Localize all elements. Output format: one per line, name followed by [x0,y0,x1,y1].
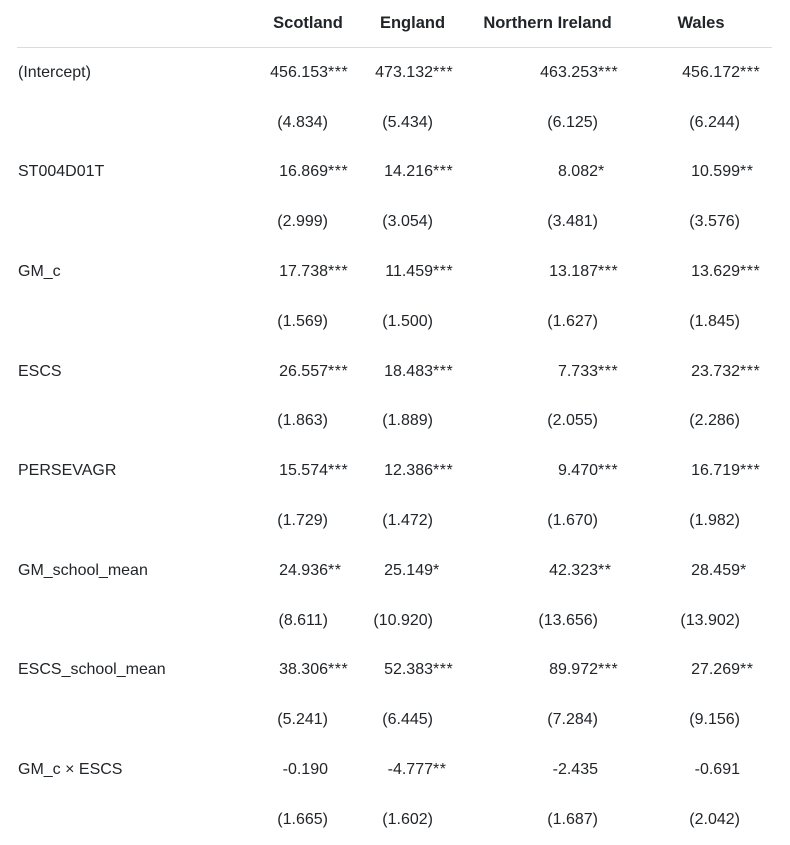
coefficient-label: ESCS_school_mean [18,661,166,679]
estimate-value: 11.459 [385,263,433,281]
estimate-value: 42.323 [549,561,598,579]
header-england: England [360,0,465,48]
std-error-cell: (6.445) [382,711,433,729]
std-error-cell: (13.656) [538,611,598,629]
estimate-cell: 17.738*** [279,263,349,281]
estimate-cell: 27.269** [691,661,754,679]
std-error-cell: (2.055) [547,412,598,430]
estimate-row [17,247,772,297]
estimate-cell: 25.149* [384,561,440,579]
estimate-value: 25.149 [384,561,433,579]
std-error-cell: (3.576) [689,213,740,231]
estimate-value: 28.459 [691,561,740,579]
std-error-cell: (1.863) [277,412,328,430]
estimate-cell: 26.557*** [279,362,349,380]
std-error-cell: (1.569) [277,312,328,330]
std-error-cell: (10.920) [373,611,433,629]
empty-label-cell [17,297,256,347]
estimate-row [17,646,772,696]
estimate-value: 12.386 [384,462,433,480]
std-error-row [17,397,772,447]
estimate-value: 8.082 [557,163,598,181]
estimate-cell: 10.599** [691,163,754,181]
header-northern-ireland: Northern Ireland [465,0,630,48]
std-error-cell: (5.241) [277,711,328,729]
coefficient-label: GM_c [18,263,61,281]
std-error-cell: (1.602) [382,810,433,828]
estimate-cell [465,745,630,795]
estimate-cell: -4.777** [387,761,447,779]
estimate-row [17,148,772,198]
coefficient-label: GM_school_mean [18,561,148,579]
estimate-value: -2.435 [552,761,598,779]
std-error-cell: (1.500) [382,312,433,330]
empty-label-cell [17,695,256,745]
estimate-cell: 9.470*** [557,462,619,480]
estimate-value: 13.187 [549,263,598,281]
estimate-value: 10.599 [691,163,740,181]
std-error-cell: (2.042) [689,810,740,828]
estimate-cell: 13.629*** [691,263,761,281]
estimate-cell: 52.383*** [384,661,454,679]
estimate-cell: 89.972*** [549,661,619,679]
header-wales: Wales [630,0,772,48]
std-error-cell: (1.982) [689,512,740,530]
std-error-cell: (8.611) [278,611,328,629]
estimate-cell: 11.459*** [385,263,454,281]
estimate-value: 456.153 [270,63,328,81]
estimate-row [17,347,772,397]
estimate-cell: 8.082* [557,163,605,181]
estimate-value: 24.936 [279,561,328,579]
header-scotland: Scotland [256,0,360,48]
std-error-row [17,695,772,745]
estimate-value: 463.253 [540,63,598,81]
estimate-value: 9.470 [557,462,598,480]
estimate-cell: 473.132*** [375,63,454,81]
empty-label-cell [17,596,256,646]
table-body [17,48,772,845]
std-error-cell: (5.434) [382,113,433,131]
estimate-value: 473.132 [375,63,433,81]
std-error-cell: (1.670) [547,512,598,530]
estimate-value: 15.574 [279,462,328,480]
header-row [17,0,772,48]
std-error-cell: (2.999) [277,213,328,231]
regression-table [17,0,772,845]
std-error-cell: (1.665) [277,810,328,828]
estimate-row [17,48,772,98]
std-error-cell: (1.845) [689,312,740,330]
estimate-value: 7.733 [557,362,598,380]
std-error-cell: (3.481) [547,213,598,231]
estimate-value: 456.172 [682,63,740,81]
estimate-cell: 42.323** [549,561,612,579]
estimate-value: 13.629 [691,263,740,281]
estimate-cell: 16.869*** [279,163,349,181]
std-error-cell: (4.834) [277,113,328,131]
empty-label-cell [17,496,256,546]
std-error-cell: (1.627) [547,312,598,330]
estimate-value: 27.269 [691,661,740,679]
std-error-cell: (1.472) [382,512,433,530]
empty-label-cell [17,197,256,247]
estimate-value: 26.557 [279,362,328,380]
estimate-value: 52.383 [384,661,433,679]
coefficient-label: ESCS [18,362,62,380]
estimate-cell: 38.306*** [279,661,349,679]
estimate-cell: 463.253*** [540,63,619,81]
coefficient-label: PERSEVAGR [18,462,117,480]
estimate-cell: 28.459* [691,561,747,579]
std-error-row [17,496,772,546]
estimate-value: 14.216 [384,163,433,181]
estimate-cell: 24.936** [279,561,342,579]
std-error-cell: (1.729) [277,512,328,530]
estimate-cell: 7.733*** [557,362,619,380]
estimate-value: 18.483 [384,362,433,380]
std-error-cell: (13.902) [680,611,740,629]
std-error-row [17,197,772,247]
std-error-cell: (3.054) [382,213,433,231]
estimate-cell: 18.483*** [384,362,454,380]
std-error-cell: (6.125) [547,113,598,131]
estimate-value: 89.972 [549,661,598,679]
coefficient-label: GM_c × ESCS [18,761,123,779]
estimate-cell: 13.187*** [549,263,619,281]
coefficient-label: (Intercept) [18,63,91,81]
estimate-cell: 15.574*** [279,462,349,480]
std-error-row [17,297,772,347]
std-error-row [17,596,772,646]
estimate-cell: 14.216*** [384,163,454,181]
std-error-cell: (7.284) [547,711,598,729]
std-error-cell: (6.244) [689,113,740,131]
estimate-value: 16.719 [691,462,740,480]
estimate-value: 16.869 [279,163,328,181]
estimate-value: -0.190 [282,761,328,779]
estimate-cell [256,745,360,795]
estimate-cell: 456.153*** [270,63,349,81]
std-error-row [17,98,772,148]
empty-label-cell [17,795,256,845]
header-empty-cell [17,0,256,48]
estimate-value: -4.777 [387,761,433,779]
estimate-cell: 16.719*** [691,462,761,480]
estimate-cell [630,745,772,795]
empty-label-cell [17,397,256,447]
coefficient-label: ST004D01T [18,163,105,181]
estimate-value: -0.691 [694,761,740,779]
estimate-cell: 12.386*** [384,462,454,480]
estimate-row [17,745,772,795]
estimate-value: 17.738 [279,263,328,281]
std-error-cell: (1.889) [382,412,433,430]
estimate-row [17,546,772,596]
std-error-cell: (2.286) [689,412,740,430]
estimate-cell: 23.732*** [691,362,761,380]
std-error-row [17,795,772,845]
estimate-value: 23.732 [691,362,740,380]
estimate-row [17,446,772,496]
empty-label-cell [17,98,256,148]
estimate-value: 38.306 [279,661,328,679]
estimate-cell: 456.172*** [682,63,761,81]
std-error-cell: (9.156) [689,711,740,729]
std-error-cell: (1.687) [547,810,598,828]
